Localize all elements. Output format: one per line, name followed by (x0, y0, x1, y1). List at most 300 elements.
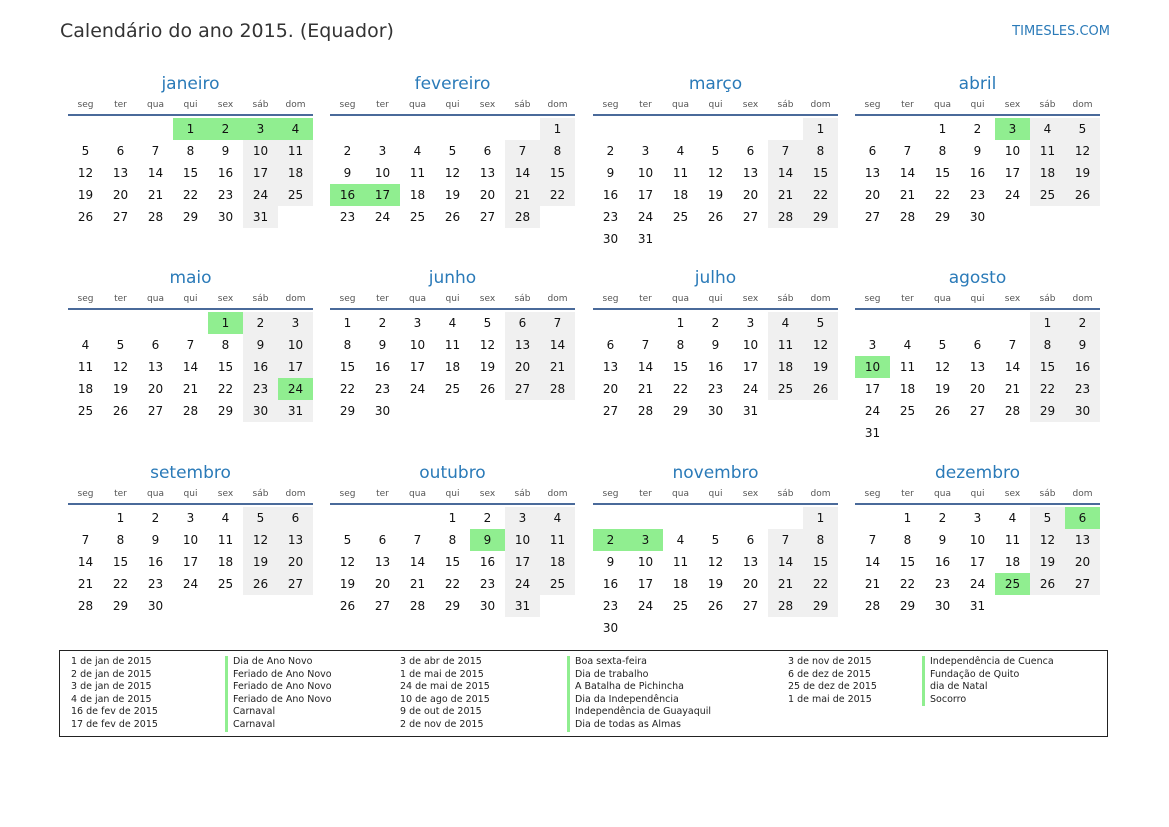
day-cell: 13 (1065, 529, 1100, 551)
day-cell: 7 (768, 529, 803, 551)
weekday-label: dom (547, 100, 568, 110)
day-cell: 11 (540, 529, 575, 551)
day-cell: 15 (112, 555, 129, 569)
day-cell: 11 (444, 338, 461, 352)
holiday-date: 2 de jan de 2015 (71, 668, 152, 680)
weekday-label: seg (864, 294, 881, 304)
holiday-name: Socorro (922, 694, 1054, 707)
weekday-label: sáb (1039, 100, 1056, 110)
weekday-label: sex (742, 294, 759, 304)
day-cell: 21 (505, 184, 540, 206)
day-cell: 21 (864, 577, 881, 591)
day-cell: 17 (243, 162, 278, 184)
empty-cell (103, 312, 138, 334)
day-cell: 13 (864, 166, 881, 180)
weekday-label: qua (409, 100, 426, 110)
day-cell: 25 (672, 210, 689, 224)
month-11 (855, 462, 1100, 617)
day-cell: 6 (746, 144, 755, 158)
day-cell: 8 (803, 140, 838, 162)
day-cell: 14 (147, 166, 164, 180)
day-cell: 1 (938, 122, 947, 136)
weekday-label: ter (114, 489, 127, 499)
day-cell: 20 (1065, 551, 1100, 573)
weekday-label: qua (147, 294, 164, 304)
day-cell: 11 (77, 360, 94, 374)
weekday-label: sex (217, 489, 234, 499)
holiday-name: Carnaval (225, 719, 332, 732)
day-cell: 4 (1008, 511, 1017, 525)
day-cell: 16 (374, 360, 391, 374)
day-cell: 29 (444, 599, 461, 613)
empty-cell (855, 507, 890, 529)
day-cell: 23 (217, 188, 234, 202)
month-name: setembro (150, 463, 231, 483)
day-cell: 12 (707, 555, 724, 569)
weekday-label: ter (639, 294, 652, 304)
day-cell: 31 (637, 232, 654, 246)
month-3 (855, 73, 1100, 228)
day-cell: 7 (186, 338, 195, 352)
empty-cell (960, 312, 995, 334)
weekday-header (330, 291, 575, 310)
day-cell: 19 (803, 356, 838, 378)
brand-link[interactable]: TIMESLES.COM (1012, 24, 1110, 39)
day-cell: 17 (864, 382, 881, 396)
day-cell: 27 (742, 599, 759, 613)
empty-cell (698, 507, 733, 529)
holiday-day-cell: 2 (593, 529, 628, 551)
holiday-name: A Batalha de Pichincha (567, 681, 711, 694)
day-cell: 23 (479, 577, 496, 591)
day-cell: 13 (742, 166, 759, 180)
day-cell: 21 (182, 382, 199, 396)
day-cell: 13 (278, 529, 313, 551)
holiday-dates-col-1 (71, 656, 158, 732)
day-cell: 30 (934, 599, 951, 613)
day-cell: 9 (606, 166, 615, 180)
month-5 (330, 267, 575, 422)
day-cell: 22 (182, 188, 199, 202)
holiday-date: 2 de nov de 2015 (400, 718, 484, 730)
day-cell: 4 (1030, 118, 1065, 140)
day-cell: 19 (112, 382, 129, 396)
day-cell: 22 (217, 382, 234, 396)
day-cell: 28 (637, 404, 654, 418)
day-cell: 16 (217, 166, 234, 180)
day-cell: 8 (186, 144, 195, 158)
weekday-label: dom (810, 294, 831, 304)
day-cell: 14 (768, 162, 803, 184)
empty-cell (103, 118, 138, 140)
holiday-name: Feriado de Ano Novo (225, 681, 332, 694)
day-cell: 24 (505, 573, 540, 595)
day-cell: 28 (505, 206, 540, 228)
weekday-label: dom (810, 489, 831, 499)
day-cell: 2 (711, 316, 720, 330)
day-cell: 4 (221, 511, 230, 525)
day-grid (593, 118, 838, 250)
day-cell: 19 (77, 188, 94, 202)
day-cell: 14 (182, 360, 199, 374)
empty-cell (628, 118, 663, 140)
day-cell: 27 (147, 404, 164, 418)
weekday-label: qui (970, 294, 985, 304)
day-cell: 10 (182, 533, 199, 547)
weekday-label: ter (114, 294, 127, 304)
day-cell: 8 (803, 529, 838, 551)
holiday-date: 25 de dez de 2015 (788, 681, 877, 693)
day-cell: 5 (343, 533, 352, 547)
month-name: novembro (672, 463, 759, 483)
day-cell: 9 (1065, 334, 1100, 356)
day-cell: 26 (707, 210, 724, 224)
weekday-label: sex (217, 294, 234, 304)
day-cell: 10 (409, 338, 426, 352)
month-6 (593, 267, 838, 422)
day-cell: 15 (444, 555, 461, 569)
day-cell: 6 (505, 312, 540, 334)
holiday-date: 10 de ago de 2015 (400, 693, 490, 705)
day-cell: 1 (1030, 312, 1065, 334)
weekday-label: sáb (514, 489, 531, 499)
day-grid (68, 507, 313, 617)
month-name: julho (694, 268, 737, 288)
day-cell: 22 (899, 577, 916, 591)
weekday-label: dom (810, 100, 831, 110)
day-cell: 30 (374, 404, 391, 418)
month-name: dezembro (935, 463, 1020, 483)
day-cell: 9 (938, 533, 947, 547)
day-cell: 23 (969, 188, 986, 202)
day-cell: 8 (448, 533, 457, 547)
day-cell: 4 (768, 312, 803, 334)
day-cell: 7 (413, 533, 422, 547)
holiday-date: 1 de jan de 2015 (71, 656, 152, 667)
day-cell: 9 (151, 533, 160, 547)
weekday-label: sáb (514, 100, 531, 110)
holiday-list (59, 650, 1108, 737)
day-grid (330, 507, 575, 617)
weekday-label: dom (1072, 294, 1093, 304)
day-grid (855, 118, 1100, 228)
holiday-date: 3 de nov de 2015 (788, 656, 872, 667)
day-cell: 15 (1030, 356, 1065, 378)
day-cell: 18 (1030, 162, 1065, 184)
holiday-day-cell: 24 (278, 378, 313, 400)
weekday-header (68, 97, 313, 116)
day-cell: 25 (77, 404, 94, 418)
day-cell: 16 (243, 356, 278, 378)
day-cell: 1 (343, 316, 352, 330)
day-cell: 6 (606, 338, 615, 352)
day-cell: 3 (641, 144, 650, 158)
day-cell: 19 (707, 188, 724, 202)
weekday-label: qui (445, 294, 460, 304)
weekday-header (68, 486, 313, 505)
day-cell: 5 (803, 312, 838, 334)
day-cell: 3 (505, 507, 540, 529)
day-cell: 14 (768, 551, 803, 573)
weekday-label: dom (1072, 489, 1093, 499)
day-cell: 16 (934, 555, 951, 569)
weekday-label: seg (77, 294, 94, 304)
day-cell: 11 (1030, 140, 1065, 162)
day-cell: 14 (540, 334, 575, 356)
day-cell: 11 (278, 140, 313, 162)
day-cell: 28 (147, 210, 164, 224)
day-cell: 2 (1065, 312, 1100, 334)
month-name: outubro (419, 463, 486, 483)
day-cell: 10 (637, 166, 654, 180)
day-cell: 8 (116, 533, 125, 547)
day-cell: 28 (864, 599, 881, 613)
holiday-day-cell: 4 (278, 118, 313, 140)
day-cell: 6 (151, 338, 160, 352)
empty-cell (995, 312, 1030, 334)
day-cell: 13 (147, 360, 164, 374)
holiday-name: Dia de Ano Novo (225, 656, 332, 669)
day-cell: 12 (444, 166, 461, 180)
day-cell: 5 (938, 338, 947, 352)
empty-cell (68, 118, 103, 140)
day-cell: 6 (483, 144, 492, 158)
day-cell: 24 (409, 382, 426, 396)
day-cell: 15 (182, 166, 199, 180)
day-cell: 15 (899, 555, 916, 569)
weekday-label: sáb (252, 294, 269, 304)
day-cell: 18 (899, 382, 916, 396)
day-grid (68, 312, 313, 422)
day-cell: 10 (969, 533, 986, 547)
day-cell: 22 (444, 577, 461, 591)
day-cell: 28 (768, 595, 803, 617)
day-cell: 8 (540, 140, 575, 162)
day-cell: 24 (742, 382, 759, 396)
day-cell: 19 (339, 577, 356, 591)
weekday-label: seg (339, 294, 356, 304)
day-cell: 14 (899, 166, 916, 180)
day-cell: 24 (637, 210, 654, 224)
day-cell: 27 (278, 573, 313, 595)
empty-cell (435, 118, 470, 140)
weekday-label: sex (479, 100, 496, 110)
day-cell: 17 (1004, 166, 1021, 180)
weekday-label: dom (1072, 100, 1093, 110)
empty-cell (768, 118, 803, 140)
holiday-name: Boa sexta-feira (567, 656, 711, 669)
weekday-label: sáb (777, 294, 794, 304)
holiday-dates-col-2 (400, 656, 490, 732)
weekday-label: seg (864, 489, 881, 499)
weekday-header (855, 291, 1100, 310)
weekday-label: ter (376, 294, 389, 304)
day-cell: 13 (742, 555, 759, 569)
day-cell: 25 (444, 382, 461, 396)
weekday-label: ter (901, 294, 914, 304)
empty-cell (365, 118, 400, 140)
day-cell: 29 (672, 404, 689, 418)
day-cell: 21 (147, 188, 164, 202)
holiday-day-cell: 6 (1065, 507, 1100, 529)
day-cell: 22 (540, 184, 575, 206)
weekday-header (593, 486, 838, 505)
day-cell: 15 (339, 360, 356, 374)
day-cell: 31 (969, 599, 986, 613)
day-cell: 12 (339, 555, 356, 569)
day-cell: 20 (864, 188, 881, 202)
empty-cell (138, 312, 173, 334)
day-cell: 28 (540, 378, 575, 400)
empty-cell (925, 312, 960, 334)
day-cell: 27 (864, 210, 881, 224)
day-cell: 30 (1065, 400, 1100, 422)
day-cell: 11 (409, 166, 426, 180)
weekday-label: ter (639, 489, 652, 499)
weekday-label: sáb (777, 489, 794, 499)
day-cell: 24 (864, 404, 881, 418)
empty-cell (890, 118, 925, 140)
day-cell: 23 (243, 378, 278, 400)
day-cell: 18 (1004, 555, 1021, 569)
weekday-header (593, 97, 838, 116)
day-cell: 1 (803, 507, 838, 529)
day-cell: 18 (77, 382, 94, 396)
day-cell: 21 (899, 188, 916, 202)
weekday-label: qua (147, 100, 164, 110)
empty-cell (330, 118, 365, 140)
day-cell: 27 (969, 404, 986, 418)
day-grid (68, 118, 313, 228)
weekday-label: qui (708, 294, 723, 304)
day-cell: 12 (803, 334, 838, 356)
day-cell: 13 (969, 360, 986, 374)
day-cell: 25 (409, 210, 426, 224)
day-cell: 25 (1030, 184, 1065, 206)
day-cell: 23 (602, 210, 619, 224)
weekday-label: seg (602, 294, 619, 304)
day-cell: 29 (182, 210, 199, 224)
weekday-label: qua (934, 294, 951, 304)
day-cell: 6 (868, 144, 877, 158)
day-cell: 2 (151, 511, 160, 525)
day-cell: 20 (479, 188, 496, 202)
day-cell: 20 (742, 188, 759, 202)
day-cell: 14 (1004, 360, 1021, 374)
day-cell: 19 (243, 551, 278, 573)
day-cell: 31 (864, 426, 881, 440)
day-cell: 12 (934, 360, 951, 374)
holiday-day-cell: 3 (628, 529, 663, 551)
day-cell: 12 (243, 529, 278, 551)
empty-cell (855, 312, 890, 334)
day-cell: 16 (969, 166, 986, 180)
day-cell: 9 (378, 338, 387, 352)
weekday-label: seg (602, 100, 619, 110)
day-cell: 9 (221, 144, 230, 158)
empty-cell (400, 118, 435, 140)
day-cell: 20 (147, 382, 164, 396)
weekday-label: seg (602, 489, 619, 499)
empty-cell (68, 507, 103, 529)
day-cell: 22 (803, 184, 838, 206)
empty-cell (138, 118, 173, 140)
day-cell: 26 (77, 210, 94, 224)
month-7 (855, 267, 1100, 444)
day-cell: 21 (540, 356, 575, 378)
day-cell: 1 (540, 118, 575, 140)
day-cell: 31 (278, 400, 313, 422)
day-cell: 2 (483, 511, 492, 525)
day-cell: 30 (602, 621, 619, 635)
holiday-date: 4 de jan de 2015 (71, 693, 152, 705)
holiday-name: Feriado de Ano Novo (225, 694, 332, 707)
day-cell: 13 (374, 555, 391, 569)
weekday-label: sex (1004, 100, 1021, 110)
day-cell: 20 (374, 577, 391, 591)
holiday-name: Fundação de Quito (922, 669, 1054, 682)
day-cell: 3 (413, 316, 422, 330)
day-cell: 6 (378, 533, 387, 547)
day-cell: 6 (116, 144, 125, 158)
day-cell: 18 (672, 188, 689, 202)
day-cell: 20 (602, 382, 619, 396)
day-cell: 2 (343, 144, 352, 158)
empty-cell (330, 507, 365, 529)
day-cell: 8 (343, 338, 352, 352)
holiday-day-cell: 3 (995, 118, 1030, 140)
day-cell: 7 (540, 312, 575, 334)
day-cell: 23 (707, 382, 724, 396)
weekday-label: sex (479, 489, 496, 499)
empty-cell (855, 118, 890, 140)
weekday-label: qua (934, 489, 951, 499)
day-cell: 12 (1030, 529, 1065, 551)
day-cell: 17 (409, 360, 426, 374)
month-name: fevereiro (414, 74, 491, 94)
day-cell: 19 (707, 577, 724, 591)
day-cell: 14 (409, 555, 426, 569)
day-cell: 23 (374, 382, 391, 396)
day-cell: 3 (746, 316, 755, 330)
day-cell: 24 (243, 184, 278, 206)
weekday-label: seg (339, 100, 356, 110)
day-cell: 5 (483, 316, 492, 330)
day-cell: 7 (903, 144, 912, 158)
holiday-date: 24 de mai de 2015 (400, 681, 490, 693)
day-cell: 11 (672, 166, 689, 180)
weekday-header (855, 97, 1100, 116)
day-cell: 18 (278, 162, 313, 184)
weekday-label: qua (409, 294, 426, 304)
day-cell: 10 (742, 338, 759, 352)
holiday-day-cell: 3 (243, 118, 278, 140)
weekday-label: qui (708, 489, 723, 499)
holiday-names-col-1 (225, 656, 332, 732)
day-cell: 17 (742, 360, 759, 374)
day-cell: 29 (1030, 400, 1065, 422)
day-cell: 8 (938, 144, 947, 158)
day-cell: 17 (637, 577, 654, 591)
day-cell: 29 (899, 599, 916, 613)
day-cell: 19 (1030, 551, 1065, 573)
holiday-date: 17 de fev de 2015 (71, 718, 158, 730)
day-cell: 30 (243, 400, 278, 422)
day-cell: 4 (676, 144, 685, 158)
day-cell: 12 (1065, 140, 1100, 162)
day-cell: 30 (969, 210, 986, 224)
weekday-label: seg (339, 489, 356, 499)
